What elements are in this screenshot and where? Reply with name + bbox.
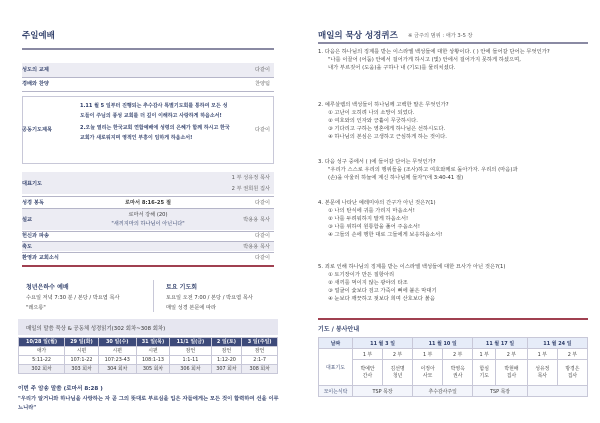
question-option: ① 토기장이가 만든 질항아리 <box>328 272 395 278</box>
quiz-question-4 <box>318 199 588 239</box>
order-who: 찬양팀 <box>254 81 270 87</box>
order-label: 설교 <box>22 217 33 223</box>
question-option: ② 여호와의 인자와 긍휼이 무궁하시다. <box>328 118 418 124</box>
order-label: 축도 <box>22 244 33 250</box>
serve-table <box>318 337 588 397</box>
divider <box>22 231 274 232</box>
saturday-title: 토요 기도회 <box>166 284 198 291</box>
serve-foot-label: 모이는식탁 <box>319 386 353 397</box>
reading-date: 3 일(주일) <box>242 338 278 347</box>
serve-person <box>413 360 443 386</box>
person-role: 집사 <box>506 372 517 379</box>
serve-sub-cell: 1 부 <box>353 349 383 360</box>
person-name: 박예안 <box>360 365 375 372</box>
serve-head-cell: 11 월 24 일 <box>527 338 587 349</box>
question-option: ④ 하나님의 본심은 고생하고 근심하게 하는 것이다. <box>328 134 447 140</box>
order-who: 다같이 <box>254 255 270 261</box>
reading-book: 잠언 <box>170 347 211 356</box>
serve-title: 기도 / 봉사안내 <box>318 326 360 333</box>
divider <box>22 91 274 92</box>
quiz-question-3 <box>318 158 588 182</box>
reading-round: 308 회차 <box>242 365 278 374</box>
serve-person <box>527 360 557 386</box>
reading-round: 307 회차 <box>211 365 242 374</box>
question-option: ③ 기다리고 구하는 영혼에게 하나님은 선하시도다. <box>328 126 446 132</box>
reading-book: 시편 <box>98 347 136 356</box>
question-option: ④ 그들의 손에 행한 대로 그들에게 보응하옵소서! <box>328 232 443 238</box>
person-role: 사모 <box>422 372 433 379</box>
serve-sub-row <box>319 349 588 360</box>
person-name: 박현배 <box>504 365 519 372</box>
saturday-line1: 토요일 오전 7:00 / 본당 / 박요엽 목사 <box>166 295 253 301</box>
question-body-line: (손)을 아울러 하늘에 계신 하나님께 들자"(애 3:40-41 절) <box>328 175 464 181</box>
serve-sub-cell: 2 부 <box>557 349 587 360</box>
serve-sub-cell: 2 부 <box>443 349 473 360</box>
reading-chapter: 5:11-22 <box>19 356 65 365</box>
serve-row-label: 대표기도 <box>319 349 353 386</box>
question-body-line: "우리가 스스로 우리의 행위들을 (조사)하고 여호와께로 돌아가자. 우리의 (마음)과 <box>328 167 518 173</box>
reading-round: 303 회차 <box>65 365 99 374</box>
reading-date: 29 일(화) <box>65 338 99 347</box>
person-name: 박영옥 <box>450 365 465 372</box>
serve-person <box>496 360 528 386</box>
order-label: 성도의 교제 <box>22 67 49 73</box>
order-label: 공동기도제목 <box>22 127 53 133</box>
reading-chapter: 1:12-20 <box>211 356 242 365</box>
order-label: 성경 봉독 <box>22 200 44 206</box>
order-mid: 로마서 8:16-25 절 <box>125 200 171 206</box>
quiz-title: 매일의 묵상 성경퀴즈 <box>318 31 398 41</box>
serve-person <box>443 360 473 386</box>
serve-person <box>383 360 413 386</box>
reading-date: 2 일(토) <box>211 338 242 347</box>
quiz-divider <box>318 42 588 44</box>
prayer-item-2: 2.오늘 열리는 한국교회 연합예배에 성령의 은혜가 함께 하시고 한국교회가 새로워지며 영적인 부흥이 임하게 하옵소서! <box>80 124 230 141</box>
serve-foot-cell <box>527 386 587 397</box>
reading-chapter: 107:1-22 <box>65 356 99 365</box>
reading-book: 시편 <box>65 347 99 356</box>
serve-person <box>473 360 496 386</box>
divider <box>22 196 274 197</box>
question-option: ③ 얼굴이 숯보다 검고 가죽이 뼈에 붙은 막대기 <box>328 288 437 294</box>
person-role: 목사 <box>537 372 548 379</box>
order-who: 다같이 <box>254 127 270 133</box>
person-role: 집사 <box>567 372 578 379</box>
youth-title: 청년은하수 예배 <box>26 284 69 291</box>
reading-chapter: 1:1-11 <box>170 356 211 365</box>
memory-title: 이번 주 암송 말씀 (로마서 8:28 ) <box>18 386 103 392</box>
question-option: ② 나를 두려워하지 말게 하옵소서! <box>328 216 409 222</box>
order-label: 헌신과 파송 <box>22 233 49 239</box>
serve-foot-cell: TSP 목장 <box>353 386 413 397</box>
serve-sub-cell: 1 부 <box>473 349 496 360</box>
order-who: 박용용 목사 <box>243 217 270 223</box>
person-name: 이정아 <box>420 365 435 372</box>
reading-dates-row <box>19 338 278 347</box>
reading-book: 잠언 <box>211 347 242 356</box>
question-body-line: 내가 부르짖어 (도움)을 구하나 내 (기도)를 물리치셨다. <box>328 65 456 71</box>
question-option: ① 나의 탄식에 귀를 가리지 마옵소서! <box>328 208 415 214</box>
title-divider <box>22 48 274 50</box>
reading-chapter: 107:23-43 <box>98 356 136 365</box>
serve-sub-cell: 1 부 <box>527 349 557 360</box>
worship-title: 주일예배 <box>22 31 55 41</box>
reading-rounds-row <box>19 365 278 374</box>
serve-sub-cell: 1 부 <box>413 349 443 360</box>
reading-date: 11/1 일(금) <box>170 338 211 347</box>
quiz-question-2 <box>318 101 588 141</box>
person-role: 청년 <box>392 372 403 379</box>
serve-body-row <box>319 360 588 386</box>
question-text: 2. 예루살렘의 백성들이 하나님께 고백한 말은 무엇인가? <box>318 102 449 108</box>
serve-sub-cell: 2 부 <box>383 349 413 360</box>
person-name: 함심 <box>479 365 489 372</box>
prayer-item-1: 1.11 월 5 일부터 진행되는 추수감사 특별기도회를 통하여 모든 성도들이 주님의 풍성 교회를 더 깊이 이해하고 사랑하게 하옵소서! <box>80 103 228 119</box>
person-role: 기도 <box>479 372 489 379</box>
serve-foot-cell: TSP 목장 <box>473 386 528 397</box>
divider <box>22 265 274 267</box>
reading-book: 애가 <box>19 347 65 356</box>
question-option: ③ 나를 위하여 원통함을 풀어 주옵소서! <box>328 224 421 230</box>
order-label: 환영과 교회소식 <box>22 255 59 261</box>
reading-book: 잠언 <box>242 347 278 356</box>
rep-prayer-2: 2 부 권희원 집사 <box>231 186 270 192</box>
question-option: ④ 눈보다 깨끗하고 젖보다 희며 산호보다 붉음 <box>328 296 435 302</box>
reading-round: 302 회차 <box>19 365 65 374</box>
quiz-question-1 <box>318 48 588 72</box>
reading-chapters-row <box>19 356 278 365</box>
question-option: ② 새끼를 먹이지 않는 광야의 타조 <box>328 280 408 286</box>
sermon-series: 로마서 강해 (20) <box>128 212 168 218</box>
divider <box>22 77 274 78</box>
question-text: 5. 죄로 인해 하나님의 징계를 받는 이스라엘 백성들에 대한 묘사가 아닌 것은?(1) <box>318 264 506 270</box>
reading-books-row <box>19 347 278 356</box>
reading-date: 30 일(수) <box>98 338 136 347</box>
memory-verse: "우리가 알거니와 하나님을 사랑하는 자 곧 그의 뜻대로 부르심을 입은 자들에게는 모든 것이 합력하여 선을 이루느니라" <box>18 396 279 411</box>
question-body-line: "나를 이끌어 (어둠) 안에서 걸어가게 하시고 (빛) 안에서 걸어가지 못하게 하셨으며, <box>328 57 521 63</box>
sermon-title: "새끼지마의 하나님이 아닌니다" <box>111 221 185 227</box>
serve-head-cell: 11 월 3 일 <box>353 338 413 349</box>
order-who: 다같이 <box>254 233 270 239</box>
reading-title: 매일의 말씀 묵상 & 공동체 성경읽기(302 회차~308 회차) <box>26 326 166 332</box>
quiz-range: ※ 금주의 범위 : 애가 3-5 장 <box>408 33 473 39</box>
reading-round: 304 회차 <box>98 365 136 374</box>
reading-date: 10/28 일(월) <box>19 338 65 347</box>
prayer-items <box>80 101 230 144</box>
reading-book: 시편 <box>136 347 170 356</box>
serve-person <box>557 360 587 386</box>
reading-chapter: 108:1-13 <box>136 356 170 365</box>
order-who: 다같이 <box>254 200 270 206</box>
quiz-question-5 <box>318 263 588 303</box>
question-option: ① 고난이 오히려 나의 소망이 되었다. <box>328 110 415 116</box>
serve-foot-row <box>319 386 588 397</box>
youth-line2: "레으롱" <box>26 305 46 311</box>
order-shade-4 <box>22 242 274 251</box>
order-label: 대표기도 <box>22 181 43 187</box>
reading-round: 306 회차 <box>170 365 211 374</box>
section-vdivider <box>153 280 154 312</box>
question-text: 4. 본문에 나타난 예레미야의 간구가 아닌 것은?(1) <box>318 200 436 206</box>
serve-divider <box>318 318 588 320</box>
order-label: 경배와 찬양 <box>22 81 49 87</box>
reading-round: 305 회차 <box>136 365 170 374</box>
serve-head-date: 날짜 <box>319 338 353 349</box>
rep-prayer-1: 1 부 성유정 목사 <box>231 175 270 181</box>
person-name: 방경은 <box>565 365 580 372</box>
serve-sub-cell: 2 부 <box>496 349 528 360</box>
reading-date: 31 일(목) <box>136 338 170 347</box>
serve-person <box>353 360 383 386</box>
divider <box>22 252 274 253</box>
question-text: 3. 다음 성구 중에서 ( )에 들어갈 단어는 무엇인가? <box>318 159 436 165</box>
serve-head-row <box>319 338 588 349</box>
serve-head-cell: 11 월 17 일 <box>473 338 528 349</box>
reading-table <box>18 337 278 374</box>
youth-line1: 수요일 저녁 7:30 분 / 본당 / 박요엽 목사 <box>26 295 120 301</box>
question-text: 1. 다음은 하나님의 징계를 받는 이스라엘 백성들에 대한 상황이다. ( ) 안에 들어갈 단어는 무엇인가? <box>318 49 550 55</box>
person-name: 김선명 <box>390 365 405 372</box>
order-shade-1 <box>22 63 274 78</box>
reading-chapter: 2:1-7 <box>242 356 278 365</box>
person-role: 권사 <box>452 372 463 379</box>
person-name: 성유정 <box>535 365 550 372</box>
order-who: 다같이 <box>254 67 270 73</box>
person-role: 간사 <box>362 372 373 379</box>
serve-foot-cell: 추수감사주일 <box>413 386 473 397</box>
serve-head-cell: 11 월 10 일 <box>413 338 473 349</box>
order-who: 박용용 목사 <box>243 244 270 250</box>
saturday-line2: 매일 성경 본문에 따라 <box>166 305 217 311</box>
